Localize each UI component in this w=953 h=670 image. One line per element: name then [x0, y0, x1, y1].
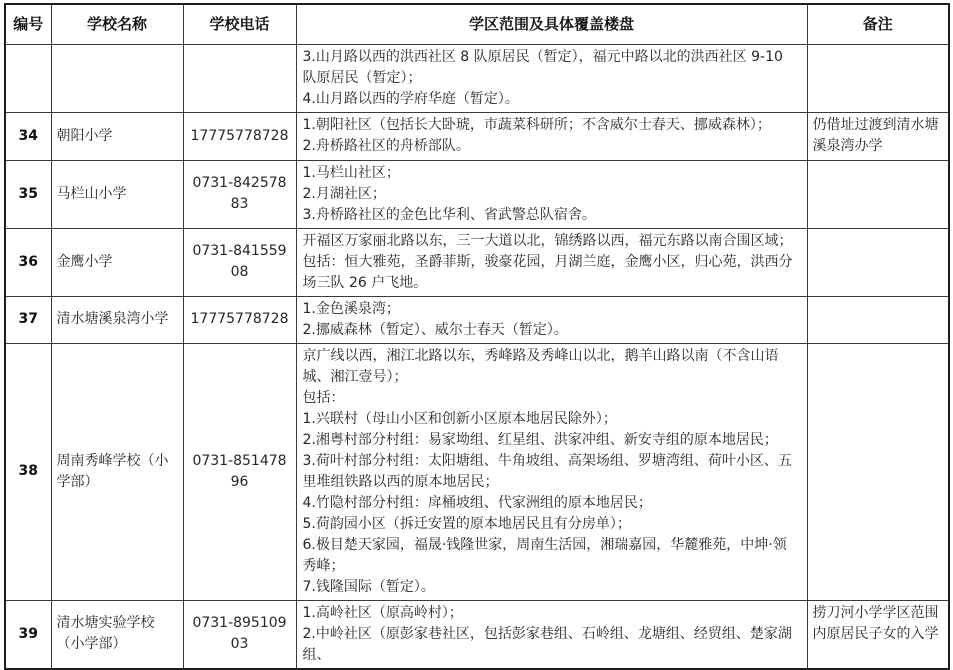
range-line: 1.朝阳社区（包括长大卧琥，市蔬菜科研所；不含威尔士春天、挪威森林）； [302, 117, 771, 133]
cell-remark [807, 343, 949, 600]
cell-school-name: 金鹰小学 [51, 228, 183, 296]
cell-school-phone: 17775778728 [183, 296, 296, 343]
table-body [5, 44, 949, 669]
cell-remark [807, 296, 949, 343]
range-line: 京广线以西，湘江北路以东，秀峰路及秀峰山以北，鹅羊山路以南（不含山语城、湘江壹号）； [302, 347, 779, 385]
range-line: 3.荷叶村部分村组：太阳塘组、牛角坡组、高架场组、罗塘湾组、荷叶小区、五里堆组铁路以西的原本地居民； [302, 452, 792, 490]
school-district-table [4, 3, 950, 670]
header-district-range: 学区范围及具体覆盖楼盘 [296, 4, 807, 44]
document-page [0, 3, 953, 663]
cell-school-phone [183, 44, 296, 112]
cell-remark: 仍借址过渡到清水塘溪泉湾办学 [807, 112, 949, 160]
table-header [5, 4, 949, 44]
cell-school-number: 37 [5, 296, 51, 343]
range-line: 2.舟桥路社区的舟桥部队。 [302, 138, 470, 154]
cell-school-number: 38 [5, 343, 51, 600]
header-school-number: 编号 [5, 4, 51, 44]
cell-school-phone: 0731-85147896 [183, 343, 296, 600]
table-row [5, 600, 949, 669]
cell-district-range [296, 343, 807, 600]
range-line: 2.月湖社区； [302, 185, 386, 202]
cell-school-number [5, 44, 51, 112]
cell-remark: 捞刀河小学学区范围内原居民子女的入学 [807, 600, 949, 669]
header-remark: 备注 [807, 4, 949, 44]
cell-school-number: 35 [5, 160, 51, 228]
cell-school-name: 朝阳小学 [51, 112, 183, 160]
table-row [5, 296, 949, 343]
cell-school-number: 34 [5, 112, 51, 160]
cell-school-phone: 0731-84257883 [183, 160, 296, 228]
header-row [5, 4, 949, 44]
range-line: 包括： [302, 389, 345, 406]
range-line: 2.中岭社区（原彭家巷社区，包括彭家巷组、石岭组、龙塘组、经贸组、楚家湖组、 [302, 625, 792, 663]
range-line: 4.竹隐村部分村组：戽桶坡组、代家洲组的原本地居民； [302, 494, 652, 511]
cell-school-name: 清水塘溪泉湾小学 [51, 296, 183, 343]
cell-school-name: 清水塘实验学校（小学部） [51, 600, 183, 669]
range-line: 2.挪威森林（暂定）、威尔士春天（暂定）。 [302, 321, 568, 338]
table-row [5, 112, 949, 160]
cell-district-range [296, 112, 807, 160]
range-line: 1.金色溪泉湾； [302, 300, 400, 317]
range-line: 1.高岭社区（原高岭村）； [302, 604, 463, 621]
range-line: 7.钱隆国际（暂定）。 [302, 578, 435, 595]
table-row [5, 160, 949, 228]
table-row [5, 228, 949, 296]
cell-school-name: 周南秀峰学校（小学部） [51, 343, 183, 600]
range-line: 5.荷韵园小区（拆迁安置的原本地居民且有分房单）； [302, 515, 631, 532]
header-school-phone: 学校电话 [183, 4, 296, 44]
cell-school-phone: 0731-89510903 [183, 600, 296, 669]
table-row [5, 44, 949, 112]
range-line: 2.湘粤村部分村组：易家坳组、红星组、洪家冲组、新安寺组的原本地居民； [302, 431, 778, 448]
cell-remark [807, 228, 949, 296]
cell-school-name: 马栏山小学 [51, 160, 183, 228]
range-line: 3.山月路以西的洪西社区 8 队原居民（暂定），福元中路以北的洪西社区 9-10 队原居民（暂定）； [302, 48, 783, 86]
range-line: 1.兴联村（母山小区和创新小区原本地居民除外）； [302, 410, 617, 427]
cell-district-range [296, 44, 807, 112]
range-line: 开福区万家丽北路以东，三一大道以北，锦绣路以西，福元东路以南合围区域；包括：恒大雅苑，圣爵菲斯，骏豪花园，月湖兰庭，金鹰小区，归心苑，洪西分场三队 26 户飞地。 [302, 232, 793, 291]
range-line: 1.马栏山社区； [302, 164, 400, 181]
cell-school-number: 39 [5, 600, 51, 669]
cell-remark [807, 160, 949, 228]
table-row [5, 343, 949, 600]
cell-school-phone: 17775778728 [183, 112, 296, 160]
cell-district-range [296, 600, 807, 669]
cell-remark [807, 44, 949, 112]
range-line: 4.山月路以西的学府华庭（暂定）。 [302, 90, 519, 107]
cell-district-range [296, 228, 807, 296]
range-line: 3.舟桥路社区的金色比华利、省武警总队宿舍。 [302, 206, 596, 223]
cell-district-range [296, 296, 807, 343]
cell-school-name [51, 44, 183, 112]
header-school-name: 学校名称 [51, 4, 183, 44]
cell-district-range [296, 160, 807, 228]
cell-school-number: 36 [5, 228, 51, 296]
cell-school-phone: 0731-84155908 [183, 228, 296, 296]
range-line: 6.极目楚天家园，福晟·钱隆世家，周南生活园，湘瑞嘉园，华麓雅苑，中坤·领秀峰； [302, 536, 787, 574]
